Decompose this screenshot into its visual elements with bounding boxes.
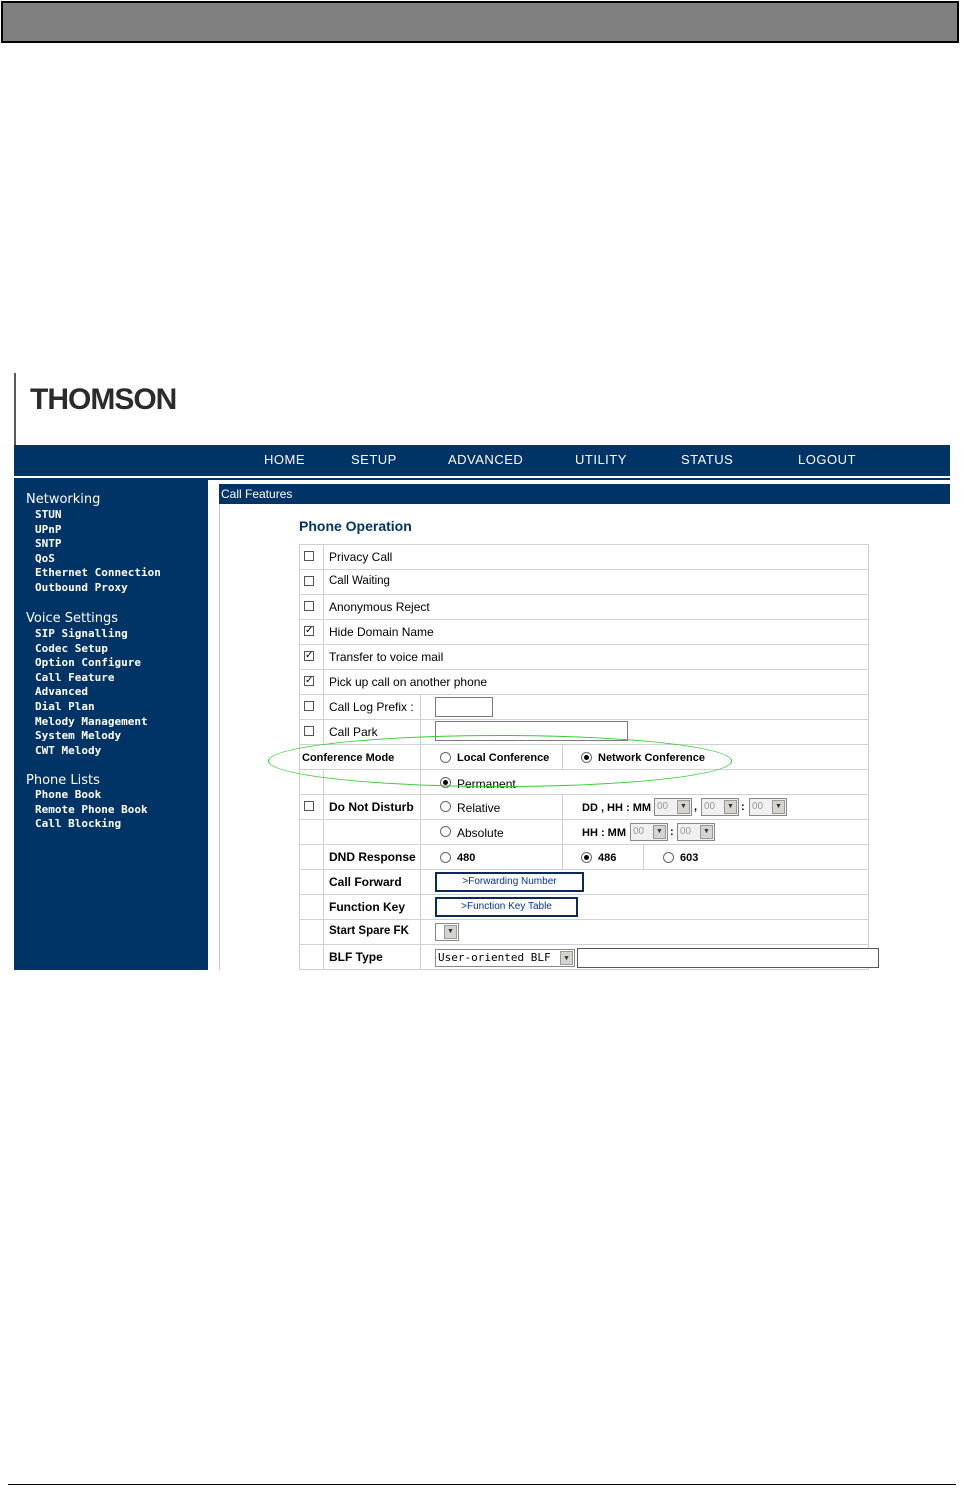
dnd-absolute-label: Absolute — [457, 826, 504, 840]
row-function-key — [299, 894, 869, 919]
blf-type-input[interactable] — [577, 948, 879, 968]
blf-type-select[interactable] — [435, 949, 575, 967]
start-spare-fk-select[interactable] — [435, 923, 459, 941]
local-conference-radio[interactable] — [440, 752, 451, 763]
screenshot-figure — [14, 373, 950, 970]
dnd-comma: , — [694, 801, 698, 813]
row-start-spare-fk — [299, 919, 869, 944]
dnd-response-label: DND Response — [329, 850, 416, 864]
nav-status[interactable]: STATUS — [681, 452, 734, 467]
nav-advanced[interactable]: ADVANCED — [448, 452, 524, 467]
privacy-call-label: Privacy Call — [329, 550, 393, 564]
dnd-response-486-radio[interactable] — [581, 852, 592, 863]
nav-logout[interactable]: LOGOUT — [798, 452, 856, 467]
call-park-checkbox[interactable] — [304, 726, 314, 736]
call-park-label: Call Park — [329, 725, 378, 739]
row-transfer-vm — [299, 644, 869, 669]
call-forward-label: Call Forward — [329, 875, 402, 889]
sidebar-section-voice-settings[interactable]: Voice Settings — [26, 611, 119, 626]
sidebar-voice-list — [35, 627, 148, 758]
sidebar-item-call-feature[interactable]: Call Feature — [35, 670, 115, 684]
dnd-relative-hour-value: 00 — [704, 801, 716, 812]
conference-mode-label: Conference Mode — [302, 752, 395, 764]
chevron-down-icon: ▼ — [724, 800, 737, 814]
dnd-relative-format: DD , HH : MM — [582, 802, 652, 814]
sidebar-item-remote-phone-book[interactable]: Remote Phone Book — [35, 802, 148, 816]
phone-operation-title: Phone Operation — [299, 518, 412, 534]
dnd-colon-absolute: : — [670, 826, 674, 838]
pickup-label: Pick up call on another phone — [329, 675, 488, 689]
function-key-table-button[interactable]: >Function Key Table — [435, 897, 578, 917]
sidebar-item-system-melody[interactable]: System Melody — [35, 729, 122, 743]
row-blf-type — [299, 944, 869, 969]
sidebar-item-qos[interactable]: QoS — [35, 551, 55, 565]
dnd-absolute-radio[interactable] — [440, 826, 451, 837]
row-dnd-absolute — [299, 819, 869, 844]
sidebar-networking-list — [35, 508, 161, 596]
chevron-down-icon: ▼ — [677, 800, 690, 814]
dnd-absolute-hour-value: 00 — [633, 826, 645, 837]
dnd-absolute-minute-select[interactable] — [677, 823, 715, 841]
sidebar-item-sip-signalling[interactable]: SIP Signalling — [35, 627, 128, 640]
row-call-waiting — [299, 569, 869, 594]
dnd-relative-minute-select[interactable] — [749, 798, 787, 816]
sidebar-item-option-configure[interactable]: Option Configure — [35, 656, 141, 670]
row-anonymous-reject — [299, 594, 869, 619]
row-conference-mode — [299, 744, 869, 769]
document-header-bar — [1, 1, 959, 43]
top-nav — [14, 445, 950, 478]
nav-setup[interactable]: SETUP — [351, 452, 397, 467]
chevron-down-icon: ▼ — [653, 825, 666, 839]
call-log-prefix-label: Call Log Prefix : — [329, 700, 414, 714]
transfer-vm-label: Transfer to voice mail — [329, 650, 444, 664]
thomson-logo: THOMSON — [30, 383, 177, 416]
sidebar-item-advanced[interactable]: Advanced — [35, 685, 88, 699]
page-bottom-rule — [8, 1484, 956, 1485]
dnd-permanent-radio[interactable] — [440, 777, 451, 788]
chevron-down-icon: ▼ — [772, 800, 785, 814]
sidebar-item-codec-setup[interactable]: Codec Setup — [35, 641, 108, 655]
dnd-relative-radio[interactable] — [440, 801, 451, 812]
dnd-relative-label: Relative — [457, 801, 501, 815]
function-key-label: Function Key — [329, 900, 406, 914]
dnd-response-480-radio[interactable] — [440, 852, 451, 863]
dnd-absolute-minute-value: 00 — [680, 826, 692, 837]
row-call-park — [299, 719, 869, 744]
sidebar-item-upnp[interactable]: UPnP — [35, 522, 62, 536]
anonymous-reject-label: Anonymous Reject — [329, 600, 430, 614]
row-call-forward — [299, 869, 869, 894]
sidebar-item-cwt-melody[interactable]: CWT Melody — [35, 743, 102, 757]
network-conference-label: Network Conference — [598, 752, 705, 764]
row-call-log-prefix — [299, 694, 869, 719]
local-conference-label: Local Conference — [457, 752, 550, 764]
sidebar-item-phone-book[interactable]: Phone Book — [35, 788, 102, 801]
start-spare-fk-label: Start Spare FK — [329, 925, 409, 937]
blf-type-label: BLF Type — [329, 950, 383, 964]
dnd-response-603-label: 603 — [680, 852, 699, 864]
chevron-down-icon: ▼ — [560, 951, 573, 965]
call-waiting-label: Call Waiting — [329, 575, 390, 587]
row-dnd-permanent — [299, 769, 869, 794]
sidebar-item-dial-plan[interactable]: Dial Plan — [35, 699, 95, 713]
chevron-down-icon: ▼ — [700, 825, 713, 839]
dnd-response-603-radio[interactable] — [663, 852, 674, 863]
sidebar-section-networking[interactable]: Networking — [26, 492, 101, 507]
hide-domain-label: Hide Domain Name — [329, 625, 434, 639]
row-dnd-relative — [299, 794, 869, 819]
dnd-response-480-label: 480 — [457, 852, 476, 864]
sidebar-item-melody-management[interactable]: Melody Management — [35, 714, 148, 728]
sidebar-item-ethernet[interactable]: Ethernet Connection — [35, 566, 161, 580]
forwarding-number-button[interactable]: >Forwarding Number — [435, 872, 584, 892]
pickup-checkbox[interactable]: ✓ — [305, 675, 314, 686]
transfer-vm-checkbox[interactable]: ✓ — [305, 650, 314, 661]
dnd-relative-day-value: 00 — [657, 801, 669, 812]
hide-domain-checkbox[interactable]: ✓ — [305, 625, 314, 636]
sidebar-item-sntp[interactable]: SNTP — [35, 537, 62, 551]
row-privacy-call — [299, 544, 869, 569]
privacy-call-checkbox[interactable] — [304, 551, 314, 561]
call-waiting-checkbox[interactable] — [304, 576, 314, 586]
sidebar-item-stun[interactable]: STUN — [35, 508, 62, 521]
row-pickup — [299, 669, 869, 694]
dnd-relative-hour-select[interactable] — [701, 798, 739, 816]
network-conference-radio[interactable] — [581, 752, 592, 763]
sidebar-phone-lists — [35, 788, 148, 832]
nav-utility[interactable]: UTILITY — [575, 452, 627, 467]
dnd-colon-relative: : — [741, 801, 745, 813]
call-log-prefix-checkbox[interactable] — [304, 701, 314, 711]
call-features-header: Call Features — [219, 484, 950, 504]
nav-home[interactable]: HOME — [264, 452, 305, 467]
dnd-checkbox[interactable] — [304, 801, 314, 811]
blf-type-value: User-oriented BLF — [438, 951, 551, 964]
anonymous-reject-checkbox[interactable] — [304, 601, 314, 611]
dnd-absolute-hour-select[interactable] — [630, 823, 668, 841]
chevron-down-icon: ▼ — [444, 925, 457, 939]
dnd-relative-day-select[interactable] — [654, 798, 692, 816]
call-park-input[interactable] — [435, 721, 628, 741]
sidebar-item-outbound-proxy[interactable]: Outbound Proxy — [35, 580, 128, 594]
row-dnd-response — [299, 844, 869, 869]
sidebar-section-phone-lists[interactable]: Phone Lists — [26, 773, 100, 788]
dnd-relative-minute-value: 00 — [752, 801, 764, 812]
dnd-label: Do Not Disturb — [329, 800, 414, 814]
row-hide-domain — [299, 619, 869, 644]
dnd-permanent-label: Permanent — [457, 777, 516, 791]
sidebar — [14, 478, 208, 970]
call-log-prefix-input[interactable] — [435, 697, 493, 717]
dnd-absolute-format: HH : MM — [582, 827, 626, 839]
sidebar-item-call-blocking[interactable]: Call Blocking — [35, 817, 122, 831]
dnd-response-486-label: 486 — [598, 852, 617, 864]
